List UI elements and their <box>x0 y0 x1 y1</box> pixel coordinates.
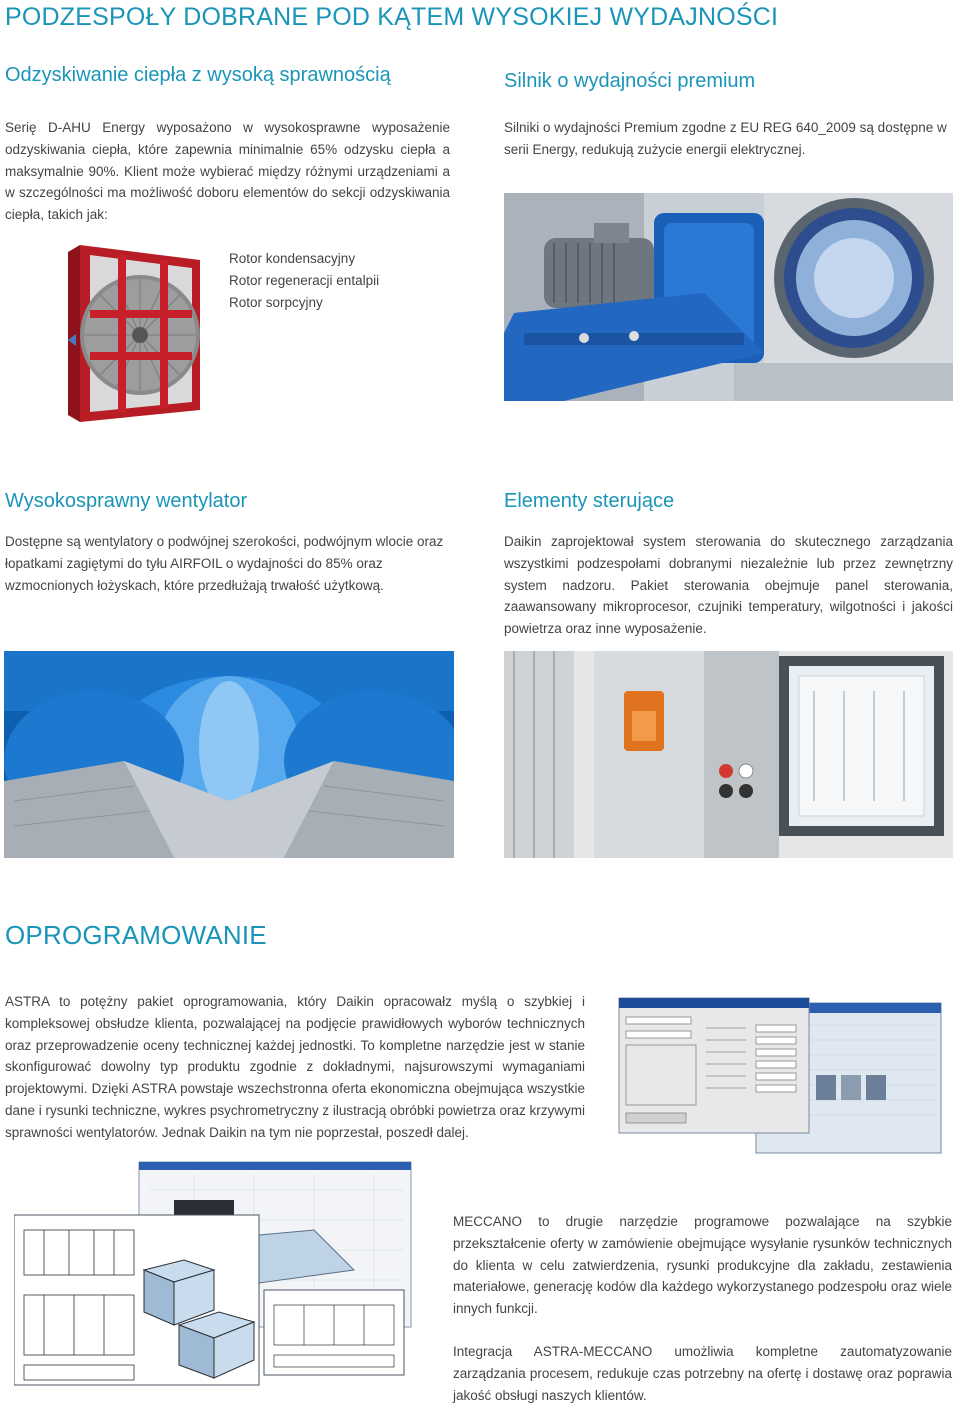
astra-text: ASTRA to potężny pakiet oprogramowania, który Daikin opracowałz myślą o szybkiej i kompleksowej obsłudze klienta, pozwalającej na podjęcie prawidłowych wyborów technicznych oraz przeprowadzenie oceny technicznej każdej jednostki. To kompletne narzędzie jest w stanie skonfigurować dowolny typ produktu zgodnie z dokładnymi, najsurowszymi wymaganiami projektowymi. Dzięki ASTRA powstaje wszechstronna oferta ekonomiczna obejmująca wszystkie dane i rysunki techniczne, wykres psychrometryczny z ilustracją obróbki powietrza oraz krzywymi sprawności wentylatorów. Jednak Daikin na tym nie poprzestał, poszedł dalej. <box>5 994 585 1140</box>
software-title: OPROGRAMOWANIE <box>5 920 267 950</box>
technical-drawing-screenshot <box>14 1160 414 1410</box>
heat-recovery-list <box>229 248 379 314</box>
motor-title: Silnik o wydajności premium <box>504 70 756 92</box>
integration-text: Integracja ASTRA-MECCANO umożliwia kompletne zautomatyzowanie zarządzania procesem, redukuje czas potrzebny na ofertę i dostawę oraz poprawia jakość obsługi naszych klientów. <box>453 1344 952 1403</box>
list-item: Rotor sorpcyjny <box>229 295 323 310</box>
heat-recovery-title: Odzyskiwanie ciepła z wysoką sprawnością <box>5 64 391 86</box>
motor-text: Silniki o wydajności Premium zgodne z EU REG 640_2009 są dostępne w serii Energy, redukują zużycie energii elektrycznej. <box>504 120 947 157</box>
controls-text: Daikin zaprojektował system sterowania do skutecznego zarządzania wszystkimi podzespołami dobranymi niezależnie lub przez zewnętrzny system nadzoru. Pakiet sterowania obejmuje panel sterowania, zaawansowany mikroprocesor, czujniki temperatury, wilgotności i jakości powietrza oraz inne wyposażenie. <box>504 534 953 637</box>
control-panel-photo <box>504 651 953 858</box>
heat-recovery-text: Serię D-AHU Energy wyposażono w wysokosprawne wyposażenie odzyskiwania ciepła, które zapewnia minimalnie 65% odzysku ciepła a maksymalnie 90%. Klient może wybierać między różnymi urządzeniami a w szczególności ma możliwość doboru elementów do sekcji odzyskiwania ciepła, takich jak: <box>5 120 450 223</box>
fan-title: Wysokosprawny wentylator <box>5 490 248 512</box>
list-item: Rotor kondensacyjny <box>229 251 356 266</box>
meccano-text: MECCANO to drugie narzędzie programowe pozwalające na szybkie przekształcenie oferty w zamówienie obejmujące wysyłanie rysunków technicznych do klienta w celu zatwierdzenia, rysunki produkcyjne dla zakładu, zestawienia materiałowe, generację kodów dla każdego wykorzystanego podzespołu oraz wiele innych funkcji. <box>453 1214 952 1317</box>
software-window-screenshot <box>616 995 947 1157</box>
list-item: Rotor regeneracji entalpii <box>229 273 380 288</box>
page-title: PODZESPOŁY DOBRANE POD KĄTEM WYSOKIEJ WYDAJNOŚCI <box>5 3 779 31</box>
rotor-photo <box>60 240 205 425</box>
motor-photo <box>504 193 953 401</box>
controls-title: Elementy sterujące <box>504 490 675 512</box>
fan-photo <box>4 651 454 858</box>
fan-text: Dostępne są wentylatory o podwójnej szerokości, podwójnym wlocie oraz łopatkami zagiętymi do tyłu AIRFOIL o wydajności do 85% oraz wzmocnionych łożyskach, które przedłużają trwałość użytkową. <box>5 534 444 593</box>
